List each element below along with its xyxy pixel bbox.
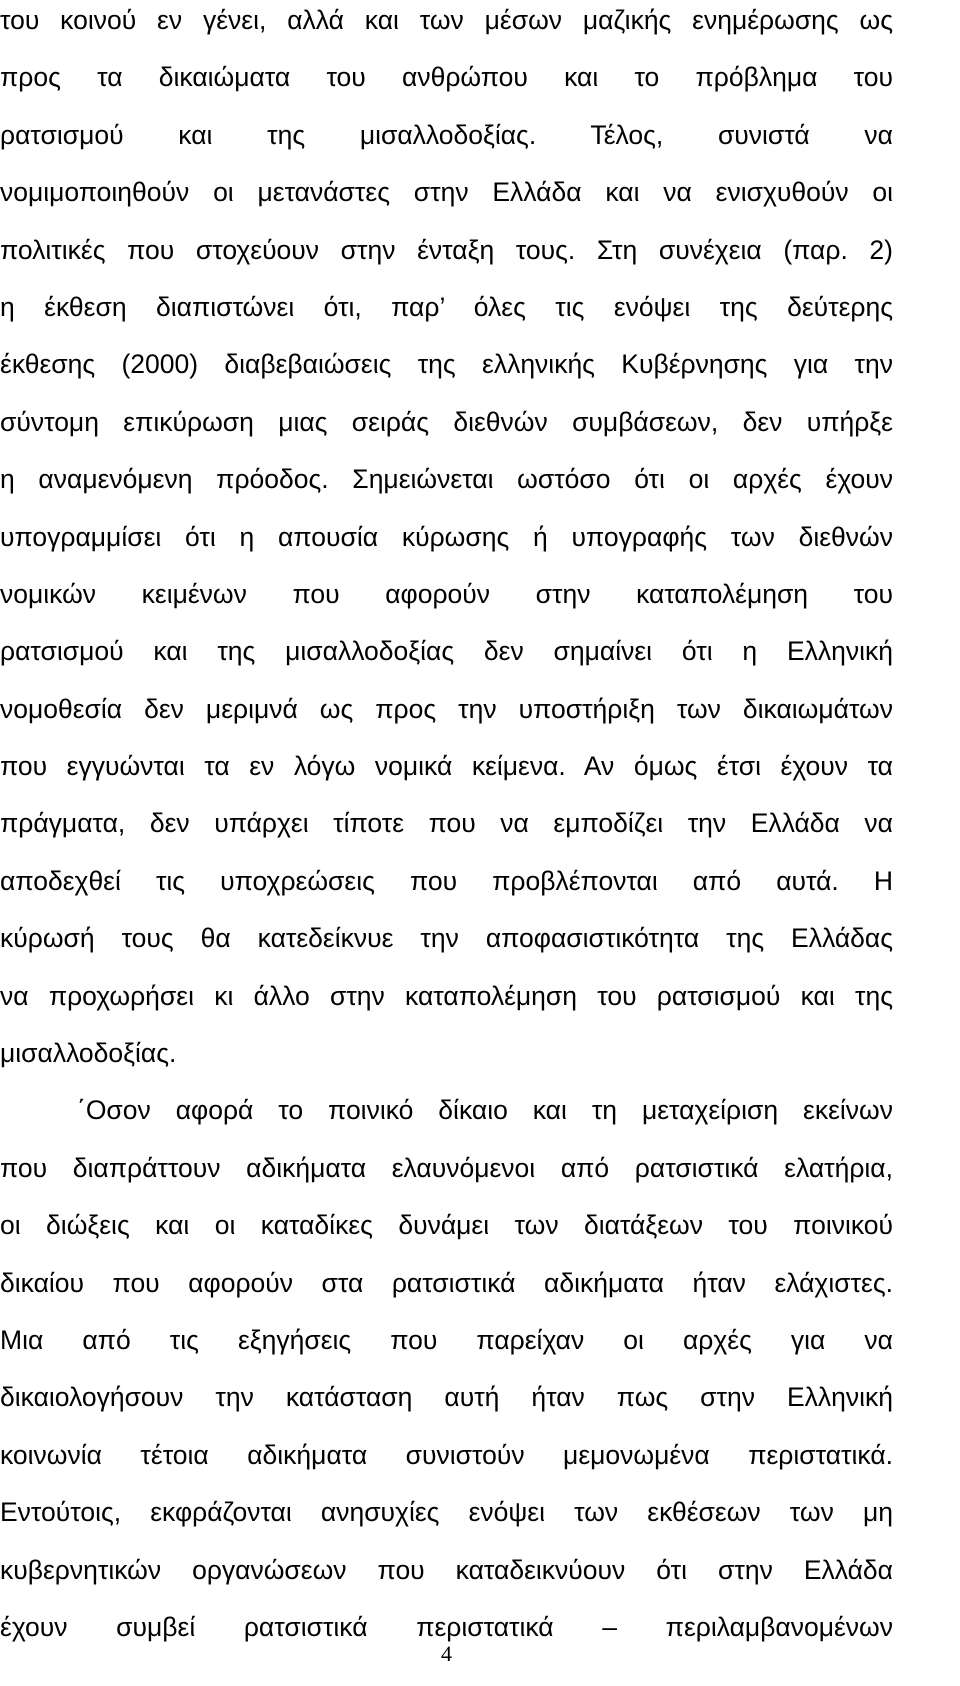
- text-line: πολιτικές που στοχεύουν στην ένταξη τους. Στη συνέχεια (παρ. 2): [0, 234, 893, 265]
- text-line: αποδεχθεί τις υποχρεώσεις που προβλέπονται από αυτά. Η: [0, 865, 893, 896]
- text-line: οι διώξεις και οι καταδίκες δυνάμει των διατάξεων του ποινικού: [0, 1210, 893, 1241]
- text-line: μισαλλοδοξίας.: [0, 1038, 177, 1069]
- text-line: Μια από τις εξηγήσεις που παρείχαν οι αρχές για να: [0, 1324, 893, 1355]
- text-line: ΄Οσον αφορά το ποινικό δίκαιο και τη μεταχείριση εκείνων: [77, 1095, 893, 1126]
- text-line: ρατσισμού και της μισαλλοδοξίας δεν σημαίνει ότι η Ελληνική: [0, 636, 893, 667]
- text-line: πράγματα, δεν υπάρχει τίποτε που να εμποδίζει την Ελλάδα να: [0, 808, 893, 839]
- text-line: νομοθεσία δεν μεριμνά ως προς την υποστήριξη των δικαιωμάτων: [0, 693, 893, 724]
- text-line: ρατσισμού και της μισαλλοδοξίας. Τέλος, συνιστά να: [0, 119, 893, 150]
- text-line: δικαίου που αφορούν στα ρατσιστικά αδικήματα ήταν ελάχιστες.: [0, 1267, 893, 1298]
- text-line: κύρωσή τους θα κατεδείκνυε την αποφασιστικότητα της Ελλάδας: [0, 923, 893, 954]
- text-line: νομιμοποιηθούν οι μετανάστες στην Ελλάδα και να ενισχυθούν οι: [0, 177, 893, 208]
- text-line: του κοινού εν γένει, αλλά και των μέσων μαζικής ενημέρωσης ως: [0, 5, 893, 35]
- text-line: που εγγυώνται τα εν λόγω νομικά κείμενα. Αν όμως έτσι έχουν τα: [0, 751, 893, 782]
- text-line: έχουν συμβεί ρατσιστικά περιστατικά – περιλαμβανομένων: [0, 1611, 893, 1642]
- page-number: 4: [441, 1641, 452, 1666]
- text-line: η αναμενόμενη πρόοδος. Σημειώνεται ωστόσο ότι οι αρχές έχουν: [0, 464, 893, 495]
- text-line: Εντούτοις, εκφράζονται ανησυχίες ενόψει των εκθέσεων των μη: [0, 1497, 893, 1528]
- text-line: να προχωρήσει κι άλλο στην καταπολέμηση του ρατσισμού και της: [0, 980, 893, 1011]
- text-line: η έκθεση διαπιστώνει ότι, παρ’ όλες τις ενόψει της δεύτερης: [0, 291, 893, 322]
- text-line: που διαπράττουν αδικήματα ελαυνόμενοι από ρατσιστικά ελατήρια,: [0, 1152, 893, 1183]
- text-line: προς τα δικαιώματα του ανθρώπου και το πρόβλημα του: [0, 62, 893, 93]
- text-line: κυβερνητικών οργανώσεων που καταδεικνύουν ότι στην Ελλάδα: [0, 1554, 893, 1585]
- text-line: υπογραμμίσει ότι η απουσία κύρωσης ή υπογραφής των διεθνών: [0, 521, 893, 552]
- text-line: δικαιολογήσουν την κατάσταση αυτή ήταν πως στην Ελληνική: [0, 1382, 893, 1413]
- text-line: κοινωνία τέτοια αδικήματα συνιστούν μεμονωμένα περιστατικά.: [0, 1439, 893, 1470]
- text-line: νομικών κειμένων που αφορούν στην καταπολέμηση του: [0, 578, 893, 609]
- text-line: έκθεσης (2000) διαβεβαιώσεις της ελληνικής Κυβέρνησης για την: [0, 349, 893, 380]
- text-line: σύντομη επικύρωση μιας σειράς διεθνών συμβάσεων, δεν υπήρξε: [0, 406, 893, 437]
